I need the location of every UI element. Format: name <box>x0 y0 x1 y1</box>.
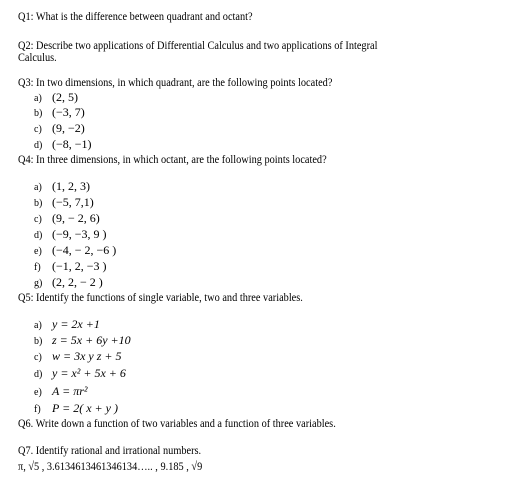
question-3: Q3: In two dimensions, in which quadrant, are the following points located? <box>18 75 333 89</box>
q4-item: e) (−4, − 2, −6 ) <box>34 243 117 257</box>
q5-item: d) y = x² + 5x + 6 <box>34 366 126 380</box>
question-2-line-2: Calculus. <box>18 50 57 64</box>
q4-item: f) (−1, 2, −3 ) <box>34 259 107 273</box>
q4-item: g) (2, 2, − 2 ) <box>34 275 103 289</box>
q4-item: c) (9, − 2, 6) <box>34 211 100 225</box>
q5-item: c) w = 3x y z + 5 <box>34 349 122 363</box>
q4-item: d) (−9, −3, 9 ) <box>34 227 107 241</box>
q7-numbers: π, √5 , 3.6134613461346134….. , 9.185 , √9 <box>18 459 203 473</box>
question-7: Q7. Identify rational and irrational numbers. <box>18 443 202 457</box>
q3-item: b) (−3, 7) <box>34 105 85 119</box>
question-4: Q4: In three dimensions, in which octant, are the following points located? <box>18 152 327 166</box>
q4-item: b) (−5, 7,1) <box>34 195 94 209</box>
q5-item: f) P = 2( x + y ) <box>34 401 118 415</box>
q5-item: a) y = 2x +1 <box>34 317 100 331</box>
q3-item: c) (9, −2) <box>34 121 85 135</box>
question-1: Q1: What is the difference between quadrant and octant? <box>18 9 253 23</box>
q5-item: b) z = 5x + 6y +10 <box>34 333 131 347</box>
q5-item: e) A = πr² <box>34 384 88 398</box>
q3-item: d) (−8, −1) <box>34 137 92 151</box>
question-6: Q6. Write down a function of two variables and a function of three variables. <box>18 416 336 430</box>
q4-item: a) (1, 2, 3) <box>34 179 90 193</box>
question-2-line-1: Q2: Describe two applications of Differential Calculus and two applications of Integral <box>18 38 378 52</box>
q3-item: a) (2, 5) <box>34 90 78 104</box>
question-5: Q5: Identify the functions of single variable, two and three variables. <box>18 290 303 304</box>
